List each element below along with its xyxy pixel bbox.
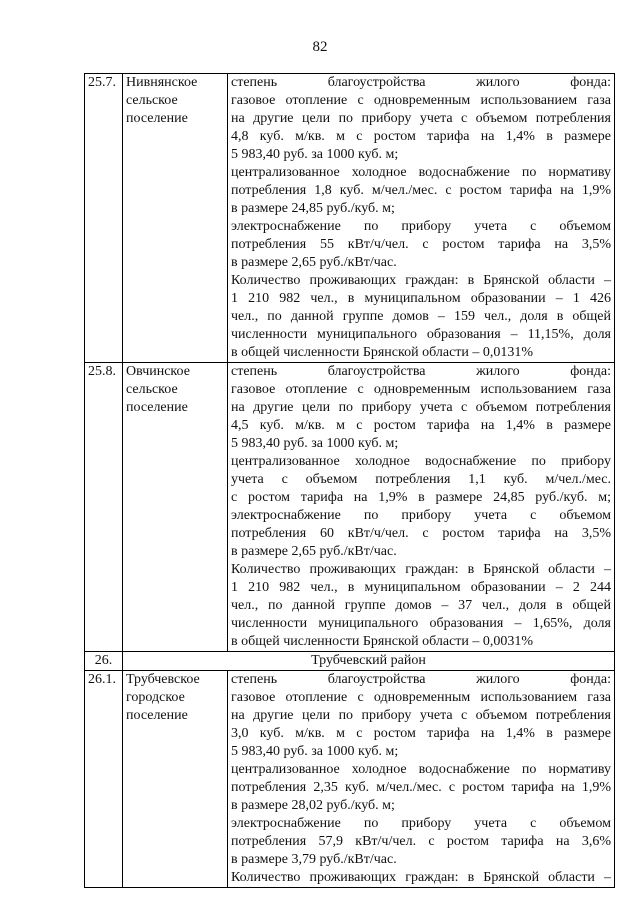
description-line: в размере 2,65 руб./кВт/час. bbox=[231, 544, 397, 559]
description-line: газовое отопление с одновременным использованием газа bbox=[231, 690, 611, 705]
description-line: степень благоустройства жилого фонда: bbox=[231, 672, 611, 687]
description-line: электроснабжение по прибору учета с объемом bbox=[231, 816, 611, 831]
description-line: учета с объемом потребления 1,1 куб. м/чел./мес. bbox=[231, 472, 611, 487]
description-line: 1 210 982 чел., в муниципальном образовании – 1 426 bbox=[231, 291, 611, 306]
description-line: 4,5 куб. м/кв. м с ростом тарифа на 1,4% в размере bbox=[231, 418, 611, 433]
table-row bbox=[85, 74, 615, 363]
description-line: потребления 55 кВт/ч/чел. с ростом тарифа на 3,5% bbox=[231, 237, 611, 252]
description-line: на другие цели по прибору учета с объемом потребления bbox=[231, 708, 611, 723]
row-number: 25.8. bbox=[85, 363, 123, 652]
description-line: на другие цели по прибору учета с объемом потребления bbox=[231, 400, 611, 415]
description-line: электроснабжение по прибору учета с объемом bbox=[231, 219, 611, 234]
row-number: 25.7. bbox=[85, 74, 123, 363]
district-row bbox=[85, 652, 615, 671]
description-line: централизованное холодное водоснабжение по нормативу bbox=[231, 165, 611, 180]
description-line: потребления 60 кВт/ч/чел. с ростом тарифа на 3,5% bbox=[231, 526, 611, 541]
settlement-name bbox=[123, 671, 228, 888]
tariff-table bbox=[84, 73, 615, 888]
name-line: сельское bbox=[126, 93, 178, 108]
description-line: в размере 2,65 руб./кВт/час. bbox=[231, 255, 397, 270]
description-line: 5 983,40 руб. за 1000 куб. м; bbox=[231, 744, 399, 759]
description-line: численности муниципального образования – 11,15%, доля bbox=[231, 327, 611, 342]
description-line: в размере 24,85 руб./куб. м; bbox=[231, 201, 395, 216]
description-line: потребления 2,35 куб. м/чел./мес. с ростом тарифа на 1,9% bbox=[231, 780, 611, 795]
description-line: на другие цели по прибору учета с объемом потребления bbox=[231, 111, 611, 126]
name-line: городское bbox=[126, 690, 185, 705]
description-line: 5 983,40 руб. за 1000 куб. м; bbox=[231, 436, 399, 451]
description-line: Количество проживающих граждан: в Брянской области – bbox=[231, 870, 611, 885]
description-line: 1 210 982 чел., в муниципальном образовании – 2 244 bbox=[231, 580, 611, 595]
description-line: газовое отопление с одновременным использованием газа bbox=[231, 382, 611, 397]
name-line: поселение bbox=[126, 708, 188, 723]
name-line: Овчинское bbox=[126, 364, 190, 379]
description-cell bbox=[228, 363, 615, 652]
description-line: централизованное холодное водоснабжение по нормативу bbox=[231, 762, 611, 777]
settlement-name bbox=[123, 74, 228, 363]
description-line: потребления 1,8 куб. м/чел./мес. с ростом тарифа на 1,9% bbox=[231, 183, 611, 198]
name-line: поселение bbox=[126, 111, 188, 126]
district-number: 26. bbox=[85, 652, 123, 671]
description-line: централизованное холодное водоснабжение по прибору bbox=[231, 454, 611, 469]
page-number: 82 bbox=[312, 39, 328, 55]
table-row bbox=[85, 671, 615, 888]
description-cell bbox=[228, 74, 615, 363]
description-line: в размере 3,79 руб./кВт/час. bbox=[231, 852, 397, 867]
description-line: степень благоустройства жилого фонда: bbox=[231, 75, 611, 90]
description-line: электроснабжение по прибору учета с объемом bbox=[231, 508, 611, 523]
description-line: чел., по данной группе домов – 37 чел., доля в общей bbox=[231, 598, 611, 613]
description-line: 5 983,40 руб. за 1000 куб. м; bbox=[231, 147, 399, 162]
description-line: 4,8 куб. м/кв. м с ростом тарифа на 1,4% в размере bbox=[231, 129, 611, 144]
district-title: Трубчевский район bbox=[123, 652, 615, 671]
description-line: 3,0 куб. м/кв. м с ростом тарифа на 1,4% в размере bbox=[231, 726, 611, 741]
row-number: 26.1. bbox=[85, 671, 123, 888]
settlement-name bbox=[123, 363, 228, 652]
description-line: Количество проживающих граждан: в Брянской области – bbox=[231, 562, 611, 577]
name-line: сельское bbox=[126, 382, 178, 397]
description-line: Количество проживающих граждан: в Брянской области – bbox=[231, 273, 611, 288]
description-line: потребления 57,9 кВт/ч/чел. с ростом тарифа на 3,6% bbox=[231, 834, 611, 849]
description-line: в размере 28,02 руб./куб. м; bbox=[231, 798, 395, 813]
name-line: поселение bbox=[126, 400, 188, 415]
name-line: Нивнянское bbox=[126, 75, 198, 90]
description-line: в общей численности Брянской области – 0,0031% bbox=[231, 634, 534, 649]
description-line: чел., по данной группе домов – 159 чел., доля в общей bbox=[231, 309, 611, 324]
description-line: степень благоустройства жилого фонда: bbox=[231, 364, 611, 379]
name-line: Трубчевское bbox=[126, 672, 200, 687]
description-line: газовое отопление с одновременным использованием газа bbox=[231, 93, 611, 108]
description-line: в общей численности Брянской области – 0,0131% bbox=[231, 345, 534, 360]
table-row bbox=[85, 363, 615, 652]
description-cell bbox=[228, 671, 615, 888]
description-line: с ростом тарифа на 1,9% в размере 24,85 руб./куб. м; bbox=[231, 490, 611, 505]
description-line: численности муниципального образования – 1,65%, доля bbox=[231, 616, 611, 631]
